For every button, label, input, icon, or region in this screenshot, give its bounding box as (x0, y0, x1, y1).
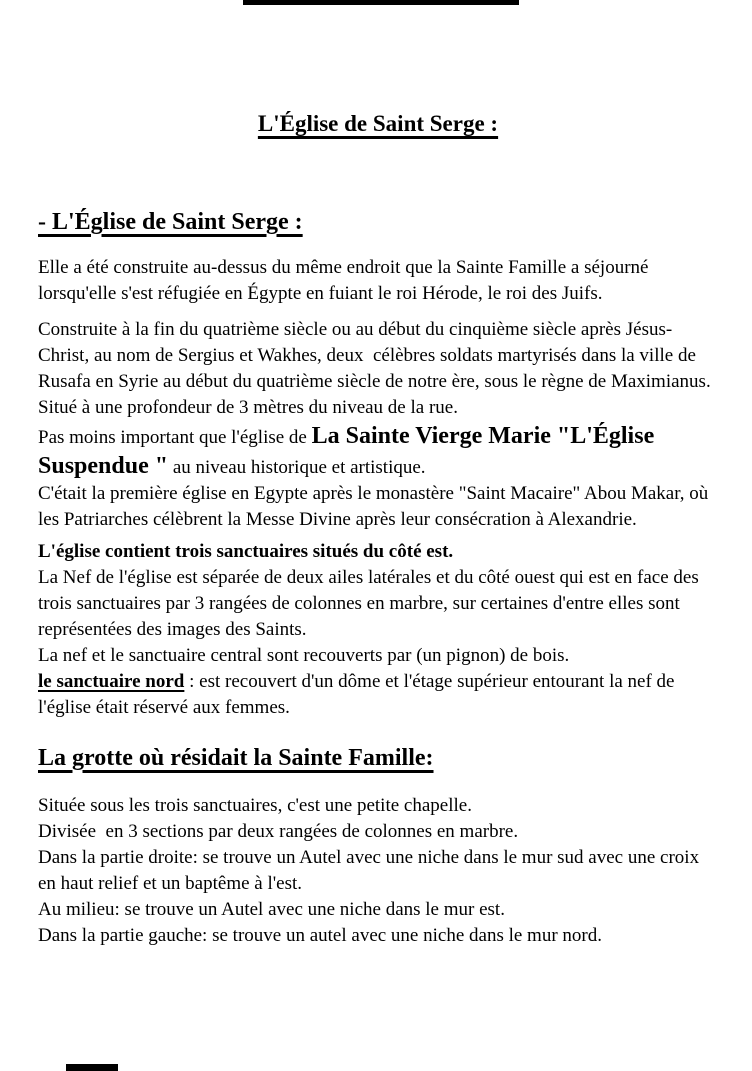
top-edge-decoration (243, 0, 519, 5)
paragraph-roof: La nef et le sanctuaire central sont recouverts par (un pignon) de bois. (38, 644, 570, 666)
importance-text-after: au niveau historique et artistique. (168, 456, 426, 478)
paragraph-depth: Situé à une profondeur de 3 mètres du niveau de la rue. (38, 396, 458, 418)
north-sanctuary-rest: : est recouvert d'un dôme et l'étage supérieur entourant la nef de l'église était réservé aux femmes. (38, 670, 680, 718)
section-heading-church: - L'Église de Saint Serge : (38, 208, 303, 235)
paragraph-north-sanctuary (38, 669, 718, 721)
paragraph-nave: La Nef de l'église est séparée de deux ailes latérales et du côté ouest qui est en face des trois sanctuaires par 3 rangées de colonnes en marbre, sur certaines d'entre elles sont représentées des images des Saints. (38, 566, 704, 640)
importance-emphasis-hanging-church: La Sainte Vierge Marie "L'Église Suspendue " (38, 422, 661, 479)
paragraph-construction: Construite à la fin du quatrième siècle ou au début du cinquième siècle après Jésus-Christ, au nom de Sergius et Wakhes, deux célèbres soldats martyrisés dans la ville de Rusafa en Syrie au début du quatrième siècle de notre ère, sous le règne de Maximianus. (38, 318, 711, 392)
page-content (0, 110, 752, 949)
paragraph-right-part: Dans la partie droite: se trouve un Autel avec une niche dans le mur sud avec une croix en haut relief et un baptême à l'est. (38, 846, 704, 894)
paragraph-importance (38, 421, 718, 481)
importance-text-before: Pas moins important que l'église de (38, 426, 312, 448)
section-heading-grotto: La grotte où résidait la Sainte Famille: (38, 744, 434, 771)
page-title: L'Église de Saint Serge : (257, 111, 499, 136)
paragraph-left-part: Dans la partie gauche: se trouve un autel avec une niche dans le mur nord. (38, 924, 602, 946)
bottom-edge-decoration (66, 1064, 118, 1071)
paragraph-divisions: Divisée en 3 sections par deux rangées de colonnes en marbre. (38, 820, 519, 842)
north-sanctuary-lead: le sanctuaire nord (38, 670, 185, 692)
paragraph-chapel: Située sous les trois sanctuaires, c'est une petite chapelle. (38, 794, 472, 816)
paragraph-sanctuaries-statement: L'église contient trois sanctuaires situés du côté est. (38, 540, 454, 562)
paragraph-middle-part: Au milieu: se trouve un Autel avec une niche dans le mur est. (38, 898, 505, 920)
paragraph-first-church: C'était la première église en Egypte après le monastère "Saint Macaire" Abou Makar, où les Patriarches célèbrent la Messe Divine après leur consécration à Alexandrie. (38, 482, 714, 530)
paragraph-location: Elle a été construite au-dessus du même endroit que la Sainte Famille a séjourné lorsqu'elle s'est réfugiée en Égypte en fuiant le roi Hérode, le roi des Juifs. (38, 256, 654, 304)
